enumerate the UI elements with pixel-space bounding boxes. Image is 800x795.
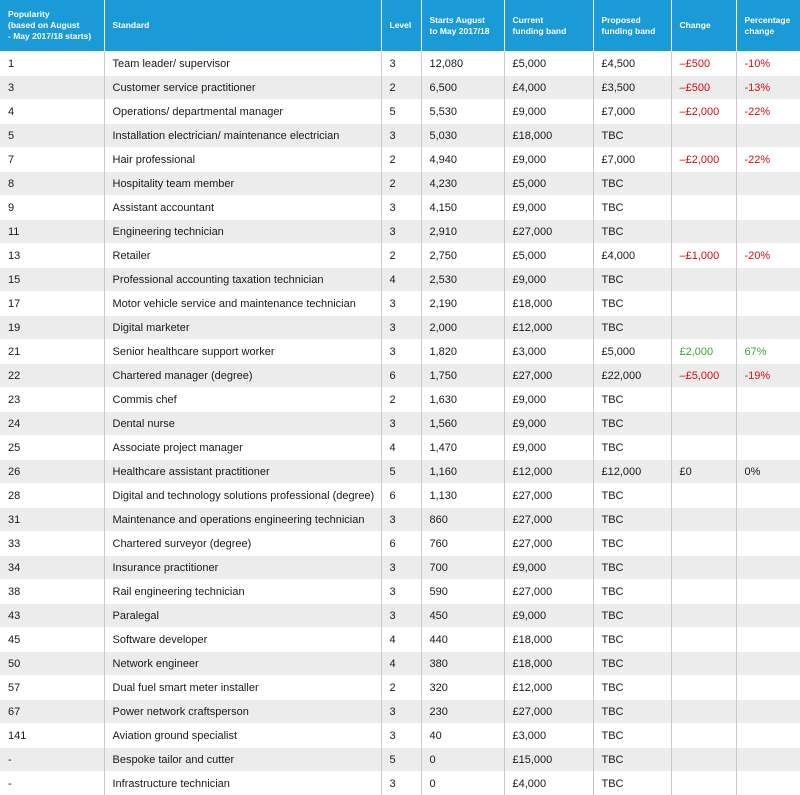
table-row [0, 196, 800, 220]
cell-starts: 1,470 [421, 436, 504, 460]
cell-starts: 1,560 [421, 412, 504, 436]
header-proposed-funding-band: Proposed funding band [593, 0, 671, 52]
table-row [0, 100, 800, 124]
cell-standard: Aviation ground specialist [104, 724, 381, 748]
cell-proposed-funding-band: TBC [593, 292, 671, 316]
table-row [0, 268, 800, 292]
cell-level: 5 [381, 100, 421, 124]
cell-proposed-funding-band: TBC [593, 172, 671, 196]
cell-current-funding-band: £27,000 [504, 364, 593, 388]
cell-starts: 5,030 [421, 124, 504, 148]
cell-current-funding-band: £15,000 [504, 748, 593, 772]
cell-percentage-change [736, 748, 800, 772]
cell-standard: Installation electrician/ maintenance electrician [104, 124, 381, 148]
cell-starts: 380 [421, 652, 504, 676]
cell-proposed-funding-band: £5,000 [593, 340, 671, 364]
cell-level: 2 [381, 172, 421, 196]
cell-level: 4 [381, 436, 421, 460]
cell-standard: Chartered surveyor (degree) [104, 532, 381, 556]
cell-change [671, 532, 736, 556]
cell-change [671, 316, 736, 340]
table-row [0, 532, 800, 556]
cell-percentage-change [736, 436, 800, 460]
cell-proposed-funding-band: TBC [593, 700, 671, 724]
cell-change: –£500 [671, 76, 736, 100]
table-row [0, 388, 800, 412]
cell-popularity: 4 [0, 100, 104, 124]
cell-change [671, 556, 736, 580]
cell-percentage-change [736, 268, 800, 292]
cell-starts: 2,910 [421, 220, 504, 244]
cell-standard: Chartered manager (degree) [104, 364, 381, 388]
cell-standard: Hospitality team member [104, 172, 381, 196]
cell-popularity: 24 [0, 412, 104, 436]
cell-popularity: 13 [0, 244, 104, 268]
cell-level: 6 [381, 532, 421, 556]
cell-starts: 1,820 [421, 340, 504, 364]
cell-proposed-funding-band: £4,000 [593, 244, 671, 268]
cell-proposed-funding-band: TBC [593, 268, 671, 292]
cell-current-funding-band: £5,000 [504, 172, 593, 196]
cell-proposed-funding-band: TBC [593, 604, 671, 628]
cell-starts: 320 [421, 676, 504, 700]
cell-standard: Senior healthcare support worker [104, 340, 381, 364]
cell-percentage-change [736, 484, 800, 508]
cell-current-funding-band: £4,000 [504, 76, 593, 100]
cell-level: 5 [381, 748, 421, 772]
cell-percentage-change [736, 172, 800, 196]
cell-standard: Paralegal [104, 604, 381, 628]
cell-current-funding-band: £12,000 [504, 316, 593, 340]
cell-standard: Software developer [104, 628, 381, 652]
cell-popularity: 8 [0, 172, 104, 196]
cell-proposed-funding-band: TBC [593, 436, 671, 460]
cell-popularity: 34 [0, 556, 104, 580]
cell-proposed-funding-band: TBC [593, 724, 671, 748]
table-row [0, 124, 800, 148]
table-row [0, 148, 800, 172]
cell-percentage-change: -19% [736, 364, 800, 388]
cell-current-funding-band: £18,000 [504, 124, 593, 148]
cell-current-funding-band: £5,000 [504, 244, 593, 268]
cell-popularity: 17 [0, 292, 104, 316]
cell-change [671, 508, 736, 532]
cell-change [671, 292, 736, 316]
cell-starts: 0 [421, 748, 504, 772]
cell-change [671, 172, 736, 196]
cell-level: 2 [381, 676, 421, 700]
cell-popularity: 67 [0, 700, 104, 724]
cell-level: 2 [381, 148, 421, 172]
table-row [0, 556, 800, 580]
cell-percentage-change [736, 388, 800, 412]
cell-starts: 6,500 [421, 76, 504, 100]
cell-percentage-change [736, 676, 800, 700]
cell-standard: Bespoke tailor and cutter [104, 748, 381, 772]
table-row [0, 340, 800, 364]
cell-starts: 4,150 [421, 196, 504, 220]
cell-starts: 5,530 [421, 100, 504, 124]
cell-starts: 860 [421, 508, 504, 532]
table-row [0, 700, 800, 724]
header-level: Level [381, 0, 421, 52]
cell-current-funding-band: £9,000 [504, 412, 593, 436]
cell-change: –£500 [671, 52, 736, 76]
cell-starts: 2,190 [421, 292, 504, 316]
cell-starts: 4,230 [421, 172, 504, 196]
cell-proposed-funding-band: TBC [593, 772, 671, 795]
cell-change: –£2,000 [671, 148, 736, 172]
cell-proposed-funding-band: TBC [593, 532, 671, 556]
cell-level: 3 [381, 52, 421, 76]
cell-standard: Digital marketer [104, 316, 381, 340]
cell-level: 4 [381, 268, 421, 292]
cell-change [671, 724, 736, 748]
cell-change [671, 196, 736, 220]
table-row [0, 436, 800, 460]
cell-current-funding-band: £9,000 [504, 268, 593, 292]
cell-starts: 450 [421, 604, 504, 628]
cell-popularity: 21 [0, 340, 104, 364]
cell-current-funding-band: £18,000 [504, 292, 593, 316]
cell-level: 5 [381, 460, 421, 484]
cell-current-funding-band: £12,000 [504, 460, 593, 484]
cell-level: 4 [381, 628, 421, 652]
cell-popularity: 38 [0, 580, 104, 604]
cell-current-funding-band: £27,000 [504, 508, 593, 532]
cell-percentage-change [736, 724, 800, 748]
cell-standard: Power network craftsperson [104, 700, 381, 724]
cell-percentage-change: 67% [736, 340, 800, 364]
cell-percentage-change: -22% [736, 148, 800, 172]
cell-change [671, 124, 736, 148]
cell-popularity: 43 [0, 604, 104, 628]
table-row [0, 172, 800, 196]
cell-popularity: - [0, 748, 104, 772]
cell-percentage-change [736, 196, 800, 220]
cell-starts: 1,130 [421, 484, 504, 508]
cell-proposed-funding-band: TBC [593, 196, 671, 220]
cell-popularity: 33 [0, 532, 104, 556]
cell-proposed-funding-band: £12,000 [593, 460, 671, 484]
cell-proposed-funding-band: TBC [593, 748, 671, 772]
cell-change [671, 220, 736, 244]
table-header [0, 0, 800, 52]
cell-level: 6 [381, 364, 421, 388]
cell-current-funding-band: £9,000 [504, 196, 593, 220]
cell-current-funding-band: £9,000 [504, 388, 593, 412]
cell-popularity: 5 [0, 124, 104, 148]
table-row [0, 52, 800, 76]
cell-level: 3 [381, 772, 421, 795]
cell-current-funding-band: £9,000 [504, 604, 593, 628]
cell-change [671, 580, 736, 604]
cell-popularity: 19 [0, 316, 104, 340]
cell-change [671, 268, 736, 292]
cell-change [671, 700, 736, 724]
cell-proposed-funding-band: TBC [593, 580, 671, 604]
cell-level: 3 [381, 508, 421, 532]
cell-change [671, 604, 736, 628]
cell-percentage-change [736, 700, 800, 724]
cell-current-funding-band: £3,000 [504, 340, 593, 364]
table-row [0, 412, 800, 436]
table-row [0, 508, 800, 532]
cell-current-funding-band: £18,000 [504, 652, 593, 676]
cell-starts: 440 [421, 628, 504, 652]
cell-standard: Rail engineering technician [104, 580, 381, 604]
cell-popularity: 7 [0, 148, 104, 172]
cell-level: 6 [381, 484, 421, 508]
cell-level: 4 [381, 652, 421, 676]
cell-popularity: 45 [0, 628, 104, 652]
cell-proposed-funding-band: TBC [593, 412, 671, 436]
cell-percentage-change [736, 772, 800, 795]
table-row [0, 772, 800, 795]
cell-level: 2 [381, 76, 421, 100]
table-row [0, 76, 800, 100]
cell-starts: 1,750 [421, 364, 504, 388]
cell-change [671, 772, 736, 795]
table-row [0, 292, 800, 316]
table-row [0, 748, 800, 772]
cell-level: 3 [381, 220, 421, 244]
table-row [0, 460, 800, 484]
cell-level: 3 [381, 412, 421, 436]
header-standard: Standard [104, 0, 381, 52]
cell-current-funding-band: £5,000 [504, 52, 593, 76]
cell-standard: Operations/ departmental manager [104, 100, 381, 124]
cell-level: 3 [381, 340, 421, 364]
cell-standard: Team leader/ supervisor [104, 52, 381, 76]
cell-standard: Retailer [104, 244, 381, 268]
cell-starts: 1,630 [421, 388, 504, 412]
cell-popularity: 1 [0, 52, 104, 76]
cell-starts: 2,530 [421, 268, 504, 292]
cell-starts: 2,750 [421, 244, 504, 268]
cell-percentage-change: 0% [736, 460, 800, 484]
cell-standard: Motor vehicle service and maintenance technician [104, 292, 381, 316]
cell-percentage-change [736, 316, 800, 340]
cell-popularity: 50 [0, 652, 104, 676]
cell-starts: 1,160 [421, 460, 504, 484]
cell-current-funding-band: £9,000 [504, 100, 593, 124]
cell-proposed-funding-band: £4,500 [593, 52, 671, 76]
cell-level: 3 [381, 196, 421, 220]
cell-level: 3 [381, 604, 421, 628]
cell-change [671, 676, 736, 700]
cell-starts: 4,940 [421, 148, 504, 172]
cell-current-funding-band: £27,000 [504, 700, 593, 724]
table-row [0, 580, 800, 604]
cell-proposed-funding-band: TBC [593, 556, 671, 580]
table-row [0, 244, 800, 268]
cell-popularity: 23 [0, 388, 104, 412]
cell-proposed-funding-band: £22,000 [593, 364, 671, 388]
cell-change [671, 436, 736, 460]
cell-proposed-funding-band: TBC [593, 220, 671, 244]
cell-change: £2,000 [671, 340, 736, 364]
cell-percentage-change [736, 124, 800, 148]
cell-current-funding-band: £18,000 [504, 628, 593, 652]
cell-standard: Hair professional [104, 148, 381, 172]
table-body [0, 52, 800, 795]
cell-percentage-change: -10% [736, 52, 800, 76]
table-row [0, 628, 800, 652]
cell-current-funding-band: £9,000 [504, 436, 593, 460]
cell-starts: 2,000 [421, 316, 504, 340]
cell-starts: 590 [421, 580, 504, 604]
cell-popularity: 26 [0, 460, 104, 484]
cell-change: –£2,000 [671, 100, 736, 124]
table-row [0, 364, 800, 388]
cell-standard: Commis chef [104, 388, 381, 412]
cell-current-funding-band: £4,000 [504, 772, 593, 795]
cell-proposed-funding-band: TBC [593, 124, 671, 148]
cell-popularity: 57 [0, 676, 104, 700]
cell-level: 3 [381, 292, 421, 316]
cell-level: 3 [381, 580, 421, 604]
cell-popularity: 11 [0, 220, 104, 244]
cell-change [671, 388, 736, 412]
cell-current-funding-band: £27,000 [504, 220, 593, 244]
table-row [0, 220, 800, 244]
cell-popularity: 22 [0, 364, 104, 388]
header-starts: Starts August to May 2017/18 [421, 0, 504, 52]
cell-proposed-funding-band: £7,000 [593, 148, 671, 172]
cell-popularity: 3 [0, 76, 104, 100]
cell-level: 2 [381, 244, 421, 268]
cell-change [671, 628, 736, 652]
cell-standard: Associate project manager [104, 436, 381, 460]
cell-change [671, 652, 736, 676]
cell-proposed-funding-band: £7,000 [593, 100, 671, 124]
cell-percentage-change [736, 580, 800, 604]
cell-starts: 760 [421, 532, 504, 556]
cell-starts: 230 [421, 700, 504, 724]
table-row [0, 316, 800, 340]
cell-popularity: 141 [0, 724, 104, 748]
cell-change [671, 412, 736, 436]
cell-change: £0 [671, 460, 736, 484]
cell-starts: 12,080 [421, 52, 504, 76]
cell-change: –£1,000 [671, 244, 736, 268]
cell-standard: Digital and technology solutions professional (degree) [104, 484, 381, 508]
cell-percentage-change [736, 412, 800, 436]
cell-proposed-funding-band: TBC [593, 652, 671, 676]
cell-starts: 40 [421, 724, 504, 748]
cell-change [671, 484, 736, 508]
cell-proposed-funding-band: TBC [593, 628, 671, 652]
cell-standard: Insurance practitioner [104, 556, 381, 580]
cell-level: 3 [381, 124, 421, 148]
cell-proposed-funding-band: TBC [593, 484, 671, 508]
cell-popularity: 15 [0, 268, 104, 292]
table-row [0, 724, 800, 748]
cell-current-funding-band: £27,000 [504, 484, 593, 508]
cell-standard: Engineering technician [104, 220, 381, 244]
cell-change [671, 748, 736, 772]
cell-proposed-funding-band: TBC [593, 388, 671, 412]
cell-popularity: 25 [0, 436, 104, 460]
header-change: Change [671, 0, 736, 52]
cell-percentage-change [736, 652, 800, 676]
cell-percentage-change [736, 556, 800, 580]
cell-current-funding-band: £9,000 [504, 148, 593, 172]
cell-level: 3 [381, 700, 421, 724]
cell-standard: Dental nurse [104, 412, 381, 436]
cell-standard: Network engineer [104, 652, 381, 676]
cell-standard: Infrastructure technician [104, 772, 381, 795]
cell-current-funding-band: £27,000 [504, 580, 593, 604]
cell-percentage-change [736, 292, 800, 316]
cell-standard: Healthcare assistant practitioner [104, 460, 381, 484]
cell-level: 3 [381, 724, 421, 748]
cell-percentage-change [736, 220, 800, 244]
cell-proposed-funding-band: TBC [593, 508, 671, 532]
cell-change: –£5,000 [671, 364, 736, 388]
cell-current-funding-band: £9,000 [504, 556, 593, 580]
cell-standard: Professional accounting taxation technician [104, 268, 381, 292]
cell-percentage-change [736, 604, 800, 628]
cell-standard: Dual fuel smart meter installer [104, 676, 381, 700]
cell-percentage-change [736, 532, 800, 556]
header-popularity: Popularity (based on August - May 2017/18 starts) [0, 0, 104, 52]
cell-level: 3 [381, 316, 421, 340]
table-row [0, 604, 800, 628]
cell-percentage-change: -13% [736, 76, 800, 100]
cell-popularity: - [0, 772, 104, 795]
table-row [0, 484, 800, 508]
header-current-funding-band: Current funding band [504, 0, 593, 52]
cell-current-funding-band: £27,000 [504, 532, 593, 556]
cell-percentage-change: -22% [736, 100, 800, 124]
table-row [0, 676, 800, 700]
cell-starts: 700 [421, 556, 504, 580]
cell-proposed-funding-band: TBC [593, 676, 671, 700]
cell-proposed-funding-band: TBC [593, 316, 671, 340]
cell-standard: Customer service practitioner [104, 76, 381, 100]
cell-current-funding-band: £3,000 [504, 724, 593, 748]
cell-proposed-funding-band: £3,500 [593, 76, 671, 100]
cell-popularity: 31 [0, 508, 104, 532]
cell-starts: 0 [421, 772, 504, 795]
cell-standard: Maintenance and operations engineering technician [104, 508, 381, 532]
cell-percentage-change [736, 508, 800, 532]
cell-standard: Assistant accountant [104, 196, 381, 220]
cell-current-funding-band: £12,000 [504, 676, 593, 700]
cell-level: 2 [381, 388, 421, 412]
cell-percentage-change: -20% [736, 244, 800, 268]
table-row [0, 652, 800, 676]
cell-percentage-change [736, 628, 800, 652]
cell-popularity: 28 [0, 484, 104, 508]
cell-popularity: 9 [0, 196, 104, 220]
cell-level: 3 [381, 556, 421, 580]
header-percentage-change: Percentage change [736, 0, 800, 52]
